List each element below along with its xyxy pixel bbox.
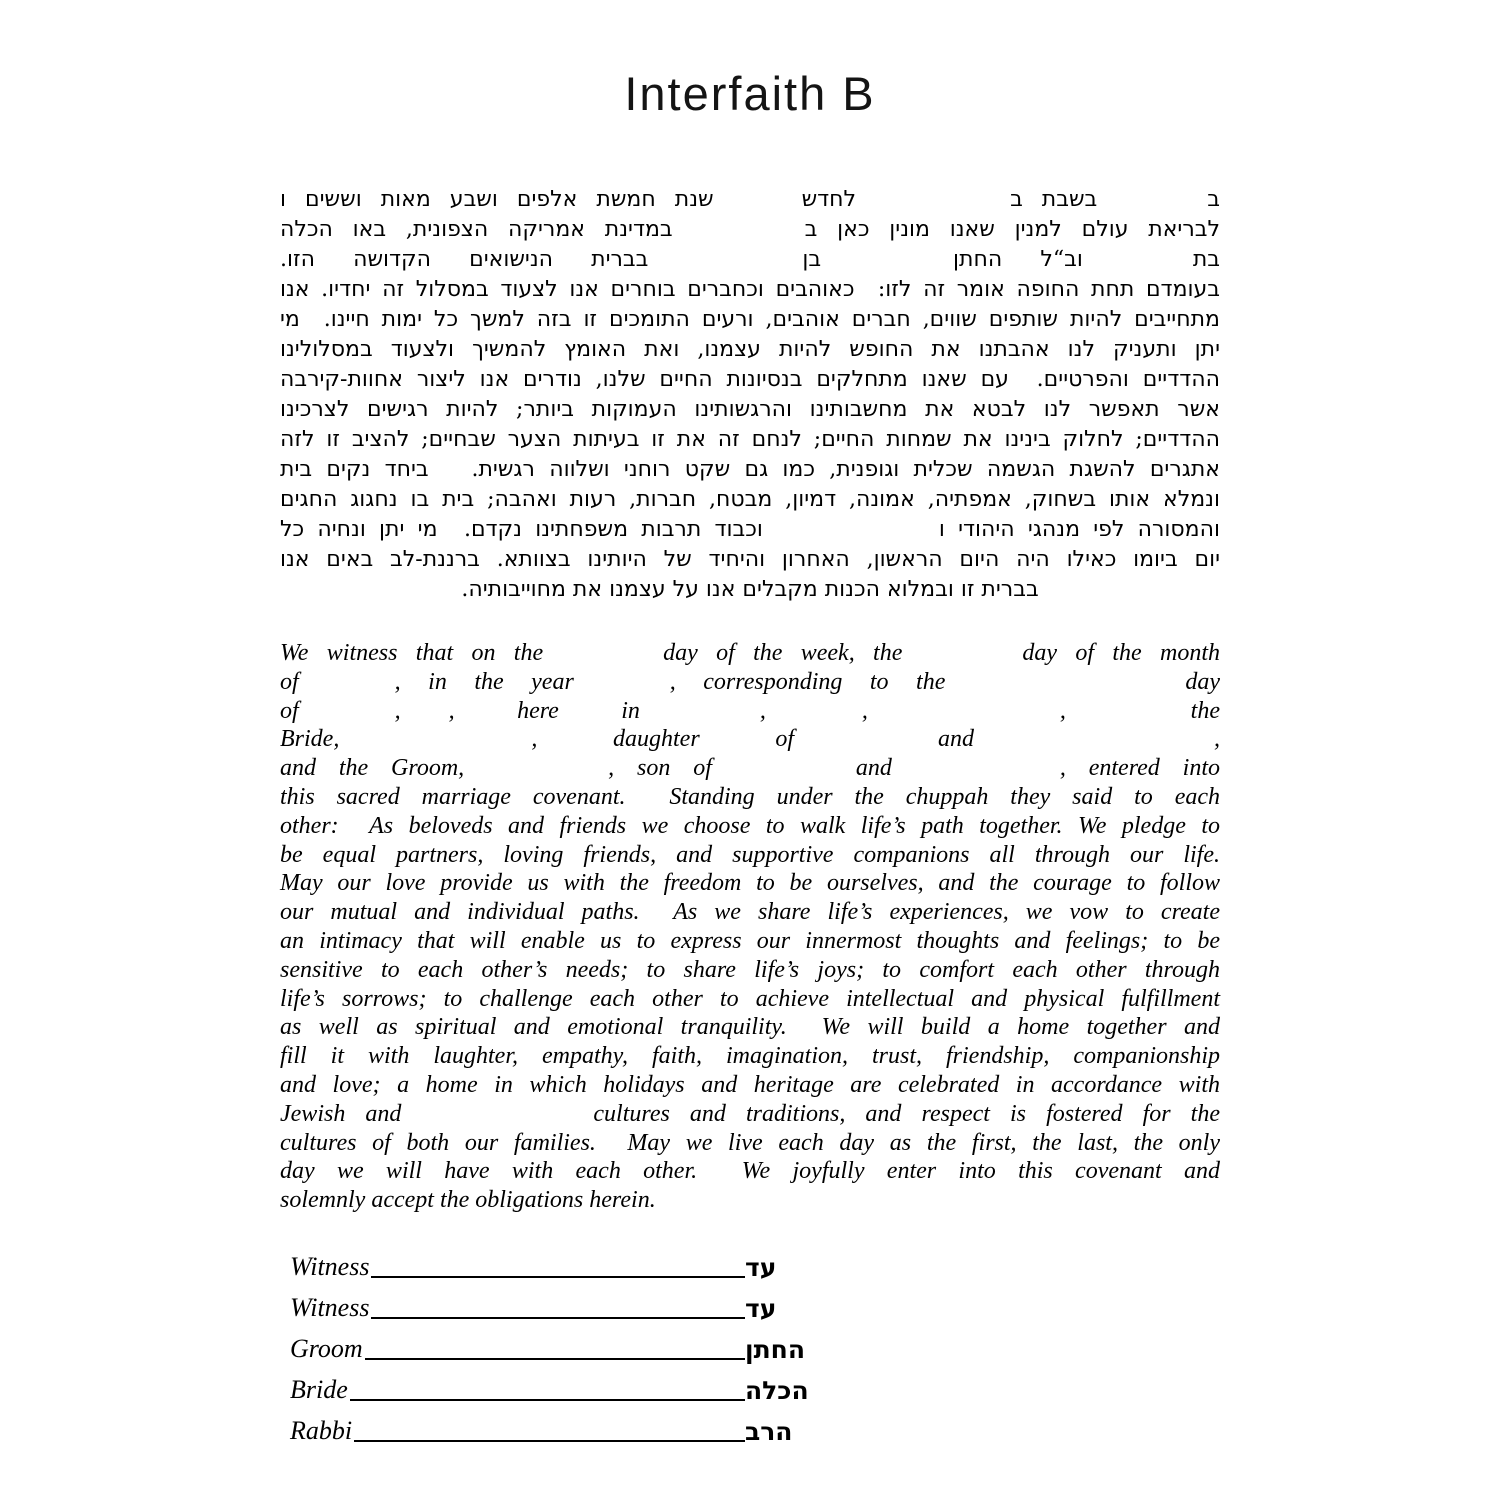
english-line-last: solemnly accept the obligations herein. bbox=[280, 1187, 656, 1214]
hebrew-line: אשר תאפשר לנו לבטא את מחשבותינו והרגשותינו העמוקות ביותר; להיות רגישים לצרכינו bbox=[280, 397, 1220, 422]
english-line: fill it with laughter, empathy, faith, imagination, trust, friendship, companionship bbox=[280, 1043, 1220, 1070]
hebrew-line: ההדדיים; לחלוק בינינו את שמחות החיים; לנחם זה את זו בעיתות הצער שבחיים; להציב זו לזה bbox=[280, 427, 1220, 452]
english-paragraph bbox=[280, 639, 1220, 1215]
signature-left bbox=[290, 1335, 745, 1363]
english-line: Bride, , daughter of and , bbox=[280, 726, 1220, 753]
signature-label: Rabbi bbox=[290, 1415, 353, 1445]
hebrew-line: לבריאת עולם למנין שאנו מונין כאן ב במדינת אמריקה הצפונית, באו הכלה bbox=[280, 217, 1220, 242]
signature-line bbox=[354, 1439, 745, 1442]
english-line: Jewish and cultures and traditions, and respect is fostered for the bbox=[280, 1100, 1220, 1127]
hebrew-paragraph bbox=[280, 185, 1220, 605]
signature-row-witness-2 bbox=[290, 1294, 1220, 1322]
signature-label: Witness bbox=[290, 1292, 370, 1322]
signature-line bbox=[350, 1398, 745, 1401]
hebrew-line: ההדדיים והפרטיים. עם שאנו מתחלקים בנסיונות החיים שלנו, נודרים אנו ליצור אחוות-קירבה bbox=[280, 367, 1220, 392]
english-line: sensitive to each other’s needs; to share life’s joys; to comfort each other through bbox=[280, 956, 1220, 983]
hebrew-line: יתן ותעניק לנו אהבתנו את החופש להיות עצמנו, ואת האומץ להמשיך ולצעוד במסלולינו bbox=[280, 337, 1220, 362]
english-line: our mutual and individual paths. As we share life’s experiences, we vow to create bbox=[280, 899, 1220, 926]
hebrew-line: ב בשבת ב לחדש שנת חמשת אלפים ושבע מאות וששים ו bbox=[280, 187, 1220, 212]
english-line: life’s sorrows; to challenge each other to achieve intellectual and physical fulfillment bbox=[280, 985, 1220, 1012]
english-line: be equal partners, loving friends, and supportive companions all through our life. bbox=[280, 841, 1220, 868]
english-line: other: As beloveds and friends we choose to walk life’s path together. We pledge to bbox=[280, 812, 1220, 839]
hebrew-line-last: בברית זו ובמלוא הכנות מקבלים אנו על עצמנו את מחוייבותיה. bbox=[461, 577, 1039, 602]
signature-row-rabbi bbox=[290, 1417, 1220, 1445]
signature-hebrew-label: הרב bbox=[745, 1416, 793, 1446]
signature-hebrew-label: החתן bbox=[745, 1334, 806, 1364]
hebrew-line: והמסורה לפי מנהגי היהודי ו וכבוד תרבות משפחתינו נקדם. מי יתן ונחיה כל bbox=[280, 517, 1220, 542]
signature-left bbox=[290, 1376, 745, 1404]
signature-row-witness-1 bbox=[290, 1253, 1220, 1281]
english-line: of , in the year , corresponding to the day bbox=[280, 668, 1220, 695]
signature-hebrew-label: עד bbox=[745, 1252, 777, 1282]
english-line: day we will have with each other. We joyfully enter into this covenant and bbox=[280, 1158, 1220, 1185]
signature-line bbox=[371, 1316, 745, 1319]
signature-label: Witness bbox=[290, 1251, 370, 1281]
signature-row-groom bbox=[290, 1335, 1220, 1363]
english-line: May our love provide us with the freedom to be ourselves, and the courage to follow bbox=[280, 870, 1220, 897]
english-line: an intimacy that will enable us to express our innermost thoughts and feelings; to be bbox=[280, 927, 1220, 954]
content-column bbox=[280, 185, 1220, 1445]
english-line: We witness that on the day of the week, the day of the month bbox=[280, 640, 1220, 666]
signature-line bbox=[371, 1275, 745, 1278]
hebrew-line: אתגרים להשגת הגשמה שכלית וגופנית, כמו גם שקט רוחני ושלווה רגשית. ביחד נקים בית bbox=[280, 457, 1220, 482]
english-line: and the Groom, , son of and , entered into bbox=[280, 755, 1220, 782]
signature-left bbox=[290, 1417, 745, 1445]
signature-row-bride bbox=[290, 1376, 1220, 1404]
english-line: cultures of both our families. May we live each day as the first, the last, the only bbox=[280, 1129, 1220, 1156]
hebrew-line: ונמלא אותו בשחוק, אמפתיה, אמונה, דמיון, מבטח, חברות, רעות ואהבה; בית בו נחגוג החגים bbox=[280, 487, 1220, 512]
signature-label: Groom bbox=[290, 1333, 363, 1363]
signature-label: Bride bbox=[290, 1374, 348, 1404]
signature-line bbox=[365, 1357, 745, 1360]
hebrew-line: יום ביומו כאילו היה היום הראשון, האחרון והיחיד של היותינו בצוותא. ברננת-לב באים אנו bbox=[280, 547, 1220, 572]
signature-hebrew-label: הכלה bbox=[745, 1375, 809, 1405]
signature-left bbox=[290, 1253, 745, 1281]
signature-hebrew-label: עד bbox=[745, 1293, 777, 1323]
english-line: as well as spiritual and emotional tranquility. We will build a home together and bbox=[280, 1014, 1220, 1041]
signature-left bbox=[290, 1294, 745, 1322]
document-title: Interfaith B bbox=[624, 67, 876, 120]
hebrew-line: בעומדם תחת החופה אומר זה לזו: כאוהבים וכחברים בוחרים אנו לצעוד במסלול זה יחדיו. אנו bbox=[280, 277, 1220, 302]
hebrew-line: מתחייבים להיות שותפים שווים, חברים אוהבים, ורעים התומכים זו בזה למשך כל ימות חיינו. מי bbox=[280, 307, 1220, 332]
english-line: and love; a home in which holidays and heritage are celebrated in accordance with bbox=[280, 1071, 1220, 1098]
english-line: this sacred marriage covenant. Standing under the chuppah they said to each bbox=[280, 783, 1220, 810]
hebrew-line: בת וב“ל החתן בן בברית הנישואים הקדושה הזו. bbox=[280, 247, 1220, 272]
signature-block bbox=[290, 1253, 1220, 1445]
english-line: of , , here in , , , the bbox=[280, 697, 1220, 724]
